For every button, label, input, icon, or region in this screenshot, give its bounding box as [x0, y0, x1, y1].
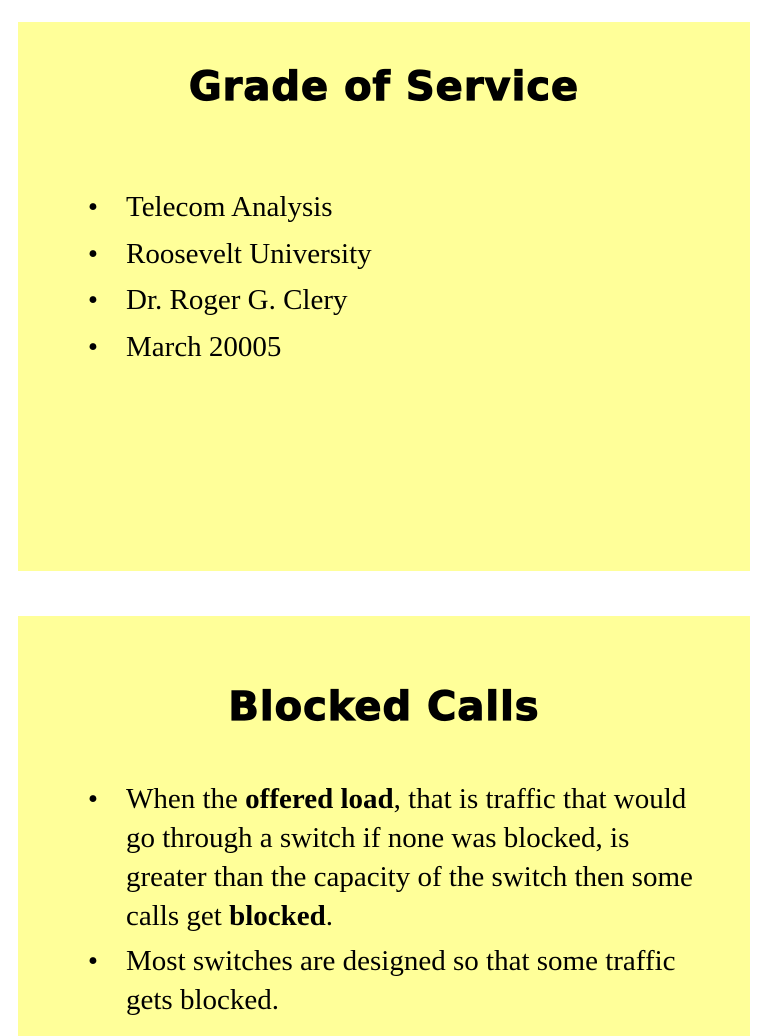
text-run: When the: [126, 783, 246, 815]
list-item-text: March 20005: [126, 330, 282, 363]
list-item: [80, 231, 700, 278]
list-item: [80, 942, 700, 1020]
text-run: , that is traffic that would go through a switch if none was blocked, is greater than the capacity of the switch then some calls get: [126, 783, 693, 932]
slide-title: Grade of Service: [188, 64, 580, 110]
bullet-icon: •: [87, 237, 99, 270]
bold-term-blocked: blocked: [229, 900, 326, 932]
slide-grade-of-service: [18, 22, 750, 571]
list-item: [80, 324, 700, 371]
slide-title: Blocked Calls: [228, 684, 540, 730]
text-run: .: [325, 900, 334, 932]
bullet-list: [80, 184, 700, 370]
bold-term-offered-load: offered load: [245, 783, 394, 815]
slide-blocked-calls: [18, 616, 750, 1036]
bullet-icon: •: [87, 945, 99, 977]
list-item-text: Most switches are designed so that some traffic gets blocked.: [126, 945, 676, 1016]
bullet-icon: •: [87, 783, 99, 815]
bullet-icon: •: [87, 284, 99, 316]
list-item: [80, 277, 700, 324]
list-item: [80, 184, 700, 231]
list-item-text: Roosevelt University: [126, 237, 372, 270]
list-item-text: Dr. Roger G. Clery: [126, 284, 348, 316]
bullet-icon: •: [87, 191, 99, 223]
list-item-text: Telecom Analysis: [126, 191, 333, 223]
bullet-list: [80, 780, 700, 1026]
list-item: [80, 780, 700, 936]
bullet-icon: •: [87, 330, 99, 363]
